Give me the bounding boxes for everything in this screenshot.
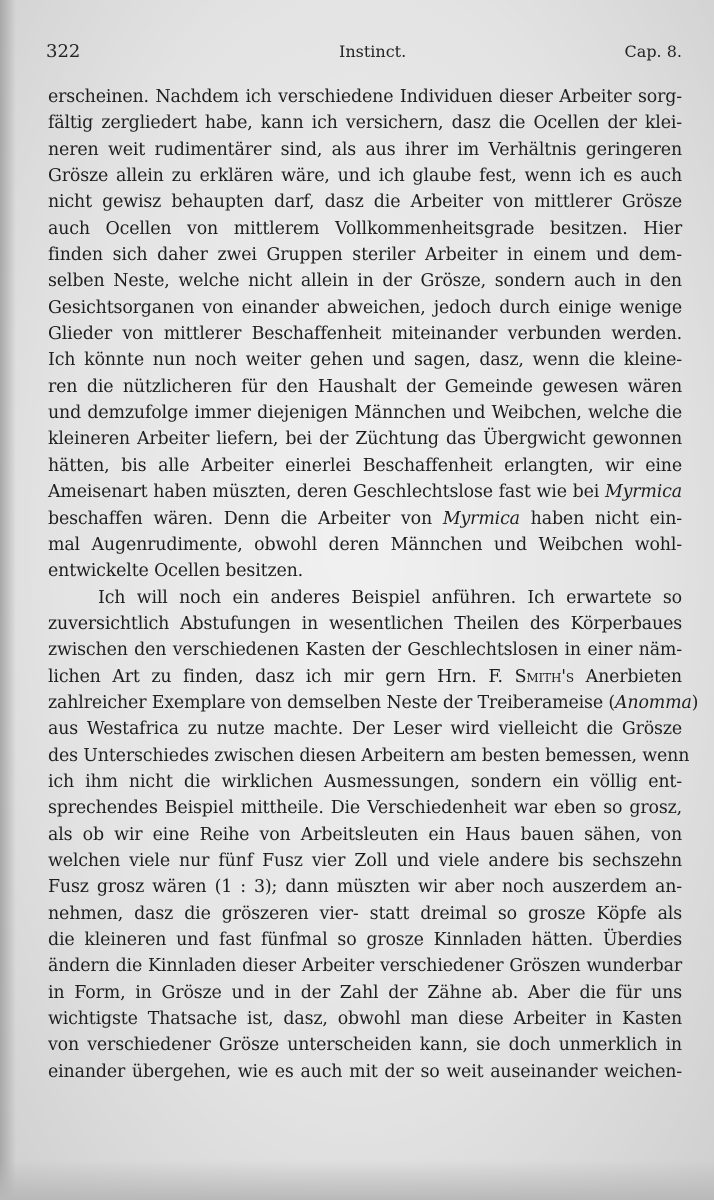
- text-line: hätten, bis alle Arbeiter einerlei Beschaffenheit erlangten, wir eine: [48, 455, 682, 476]
- running-title: Instinct.: [339, 42, 407, 61]
- genus-name: Myrmica: [604, 482, 682, 503]
- genus-name: Anomma: [614, 692, 692, 713]
- text-line: welchen viele nur fünf Fusz vier Zoll und viele andere bis sechszehn: [48, 850, 682, 871]
- running-header: [46, 40, 682, 64]
- chapter-label: Cap. 8.: [624, 42, 682, 61]
- text-line: kleineren Arbeiter liefern, bei der Züchtung das Übergwicht gewonnen: [48, 429, 682, 450]
- text-line: einander übergehen, wie es auch mit der so weit auseinander weichen-: [48, 1061, 682, 1082]
- text-line: ändern die Kinnladen dieser Arbeiter verschiedener Gröszen wunderbar: [48, 956, 682, 977]
- text-line: selben Neste, welche nicht allein in der Grösze, sondern auch in den: [48, 271, 682, 292]
- text-line: fältig zergliedert habe, kann ich versichern, dasz die Ocellen der klei-: [48, 113, 682, 134]
- text-line: sprechendes Beispiel mittheile. Die Verschiedenheit war eben so grosz,: [48, 798, 682, 819]
- text-line: ich ihm nicht die wirklichen Ausmessungen, sondern ein völlig ent-: [48, 771, 682, 792]
- text-line: beschaffen wären. Denn die Arbeiter von Myrmica haben nicht ein-: [48, 508, 682, 529]
- text-line: mal Augenrudimente, obwohl deren Männchen und Weibchen wohl-: [48, 534, 682, 555]
- body-text: [48, 84, 699, 1085]
- text-line: zwischen den verschiedenen Kasten der Geschlechtslosen in einer näm-: [48, 640, 682, 661]
- text-line: finden sich daher zwei Gruppen steriler Arbeiter in einem und dem-: [48, 245, 682, 266]
- text-line: und demzufolge immer diejenigen Männchen und Weibchen, welche die: [48, 403, 682, 424]
- text-line: Ich will noch ein anderes Beispiel anführen. Ich erwartete so: [98, 587, 682, 608]
- text-line: zuversichtlich Abstufungen in wesentlichen Theilen des Körperbaues: [48, 613, 682, 634]
- text-line: die kleineren und fast fünfmal so grosze Kinnladen hätten. Überdies: [48, 930, 682, 950]
- page-number: 322: [46, 41, 81, 62]
- text-line: wichtigste Thatsache ist, dasz, obwohl man diese Arbeiter in Kasten: [48, 1009, 682, 1030]
- text-line: von verschiedener Grösze unterscheiden kann, sie doch unmerklich in: [48, 1035, 682, 1056]
- text-line: lichen Art zu finden, dasz ich mir gern Hrn. F. Smith's Anerbieten: [48, 666, 682, 687]
- text-line: als ob wir eine Reihe von Arbeitsleuten ein Haus bauen sähen, von: [48, 824, 682, 845]
- text-line: Ameisenart haben müszten, deren Geschlechtslose fast wie bei Myrmica: [48, 482, 682, 503]
- genus-name: Myrmica: [442, 508, 520, 529]
- text-line: entwickelte Ocellen besitzen.: [48, 561, 304, 582]
- text-line: neren weit rudimentärer sind, als aus ihrer im Verhältnis geringeren: [48, 139, 682, 160]
- text-line: ren die nützlicheren für den Haushalt der Gemeinde gewesen wären: [48, 376, 682, 397]
- text-line: Glieder von mittlerer Beschaffenheit miteinander verbunden werden.: [48, 324, 682, 345]
- page-edge-shadow: [0, 0, 16, 1200]
- text-line: in Form, in Grösze und in der Zahl der Zähne ab. Aber die für uns: [48, 982, 682, 1003]
- text-line: des Unterschiedes zwischen diesen Arbeitern am besten bemessen, wenn: [48, 745, 690, 766]
- text-line: erscheinen. Nachdem ich verschiedene Individuen dieser Arbeiter sorg-: [48, 87, 682, 107]
- page-bottom-shadow: [0, 1160, 714, 1200]
- text-line: Ich könnte nun noch weiter gehen und sagen, dasz, wenn die kleine-: [48, 350, 682, 371]
- text-line: auch Ocellen von mittlerem Vollkommenheitsgrade besitzen. Hier: [48, 218, 682, 239]
- author-name: Smith's: [514, 666, 574, 687]
- text-line: Gesichtsorganen von einander abweichen, jedoch durch einige wenige: [48, 297, 682, 318]
- text-line: aus Westafrica zu nutze machte. Der Leser wird vielleicht die Grösze: [48, 719, 682, 740]
- text-line: zahlreicher Exemplare von demselben Neste der Treiberameise (Anomma): [48, 692, 699, 713]
- text-line: nicht gewisz behaupten darf, dasz die Arbeiter von mittlerer Grösze: [48, 192, 682, 213]
- text-line: Fusz grosz wären (1 : 3); dann müszten wir aber noch auszerdem an-: [48, 877, 682, 898]
- text-line: Grösze allein zu erklären wäre, und ich glaube fest, wenn ich es auch: [48, 166, 682, 187]
- text-line: nehmen, dasz die gröszeren vier- statt dreimal so grosze Köpfe als: [48, 903, 682, 924]
